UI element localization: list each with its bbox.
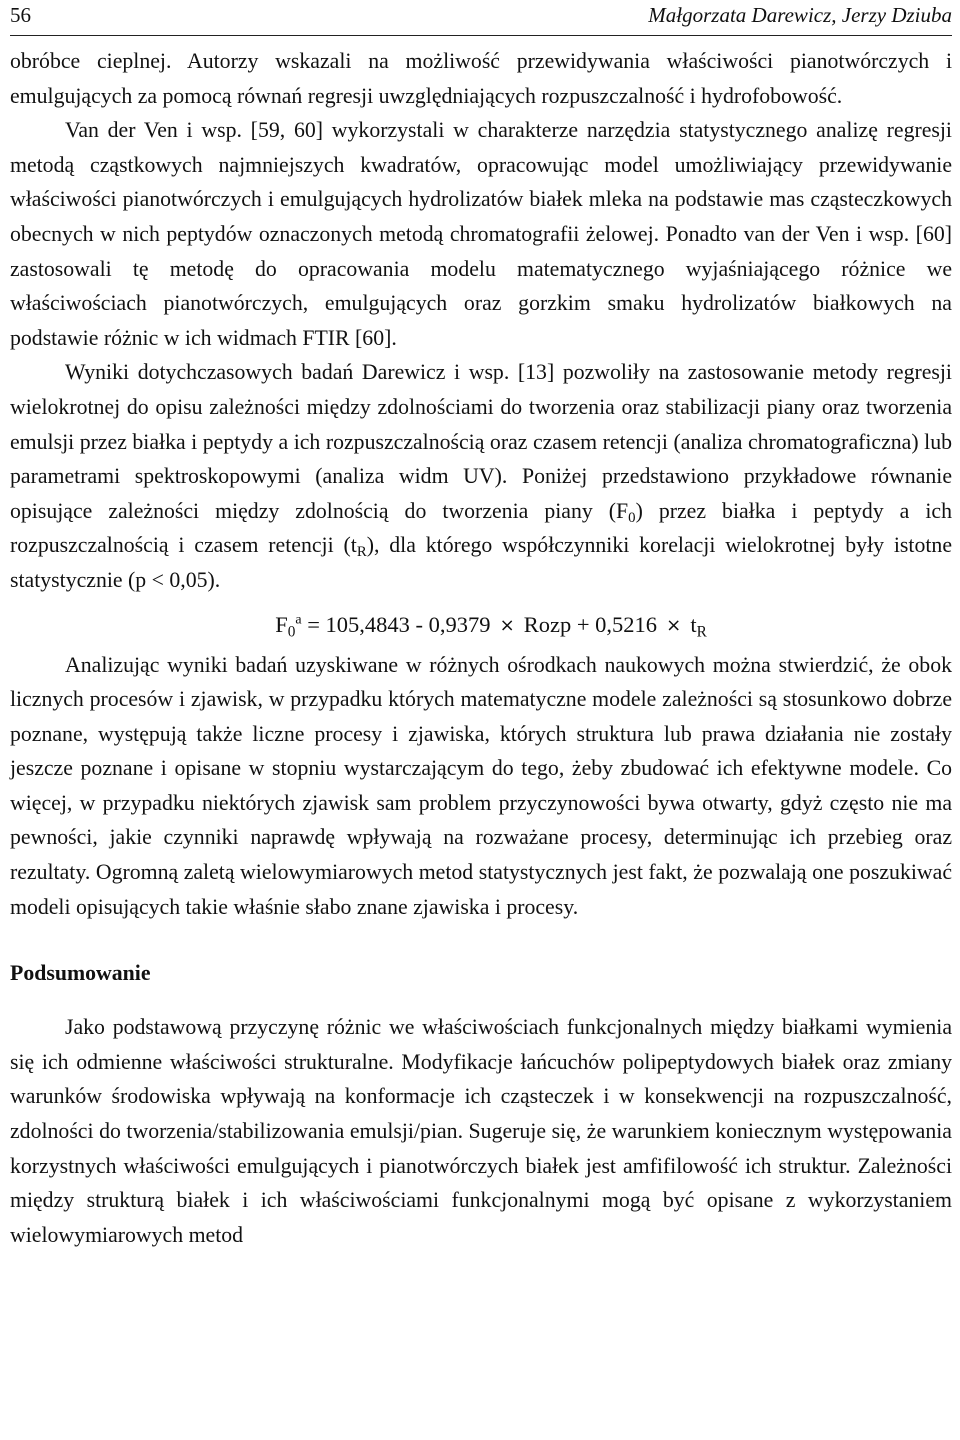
page-number: 56 (10, 3, 31, 27)
paragraph-darewicz-results (10, 355, 952, 597)
paragraph-summary: Jako podstawową przyczynę różnic we właściwościach funkcjonalnych między białkami wymienia się ich odmienne właściwości strukturalne. Modyfikacje łańcuchów polipeptydowych białek oraz zmiany warunków środowiska wpływają na konformacje ich cząsteczek i w konsekwencji na rozpuszczalność, zdolności do tworzenia/stabilizowania emulsji/pian. Sugeruje się, że warunkiem koniecznym występowania korzystnych właściwości emulgujących i pianotwórczych białek jest amfifilowość ich struktur. Zależności między strukturą białek i ich właściwościami funkcjonalnymi mogą być opisane z wykorzystaniem wielowymiarowych metod (10, 1015, 952, 1247)
equation-lhs-superscript: a (295, 612, 302, 628)
paragraph-continuation: obróbce cieplnej. Autorzy wskazali na możliwość przewidywania właściwości pianotwórczych i emulgujących za pomocą równań regresji uwzględniających rozpuszczalność i hydrofobowość. (10, 49, 952, 108)
equation-term: t (684, 611, 697, 637)
paragraph-analysis: Analizując wyniki badań uzyskiwane w różnych ośrodkach naukowych można stwierdzić, że obok licznych procesów i zjawisk, w przypadku których matematyczne modele zależności są stosunkowo dobrze poznane, występują także liczne procesy i zjawiska, których struktura lub prawa działania nie zostały jeszcze poznane i opisane w stopniu wystarczającym do tego, żeby zbudować ich efektywne modele. Co więcej, w przypadku niektórych zjawisk sam problem przyczynowości bywa otwarty, gdyż często nie ma pewności, jakie czynniki naprawdę wpływają na rozważane procesy, determinując ich przebieg oraz rezultaty. Ogromną zaletą wielowymiarowych metod statystycznych jest fakt, że pozwalają one poszukiwać modeli opisujących takie właśnie słabo znane zjawiska i procesy. (10, 652, 952, 919)
running-head-authors: Małgorzata Darewicz, Jerzy Dziuba (648, 3, 952, 27)
section-spacer (10, 924, 952, 956)
page (10, 0, 952, 1440)
header-rule (10, 35, 952, 36)
equation-lhs-subscript: 0 (287, 622, 296, 640)
paragraph-text: ) przez białka i peptydy a ich rozpuszczalnością i czasem retencji (t (10, 498, 952, 558)
subscript-r: R (356, 544, 367, 561)
page-header (10, 0, 952, 30)
multiplication-sign: × (666, 614, 682, 636)
paragraph-text: ), dla którego współczynniki korelacji wielokrotnej były istotne statystycznie (p < 0,05). (10, 533, 952, 592)
body-text (10, 44, 952, 1252)
equation-lhs: F (275, 611, 288, 637)
equation-rhs-subscript: R (696, 622, 707, 640)
paragraph-van-der-ven: Van der Ven i wsp. [59, 60] wykorzystali w charakterze narzędzia statystycznego analizę regresji metodą cząstkowych najmniejszych kwadratów, opracowując model umożliwiający przewidywanie właściwości pianotwórczych i emulgujących hydrolizatów białek mleka na podstawie mas cząsteczkowych obecnych w nich peptydów oznaczonych metodą chromatografii żelowej. Ponadto van der Ven i wsp. [60] zastosowali tę metodę do opracowania modelu matematycznego wyjaśniającego różnice we właściwościach pianotwórczych, emulgujących oraz gorzkim smaku hydrolizatów białkowych na podstawie różnic w ich widmach FTIR [60]. (10, 118, 952, 350)
paragraph-text: Wyniki dotychczasowych badań Darewicz i wsp. [13] pozwoliły na zastosowanie metody regresji wielokrotnej do opisu zależności między zdolnościami do tworzenia oraz stabilizacji piany oraz tworzenia emulsji przez białka i peptydy a ich rozpuszczalnością oraz czasem retencji (analiza chromatograficzna) lub parametrami spektroskopowymi (analiza widm UV). Poniżej przedstawiono przykładowe równanie opisujące zależności między zdolnością do tworzenia piany (F (10, 360, 952, 523)
regression-equation (10, 598, 952, 648)
multiplication-sign: × (499, 614, 515, 636)
section-heading: Podsumowanie (10, 961, 151, 986)
equation-term: = 105,4843 - 0,9379 (301, 611, 497, 637)
equation-term: Rozp + 0,5216 (518, 611, 663, 637)
heading-spacer (10, 990, 952, 1010)
subscript-zero: 0 (628, 509, 636, 526)
